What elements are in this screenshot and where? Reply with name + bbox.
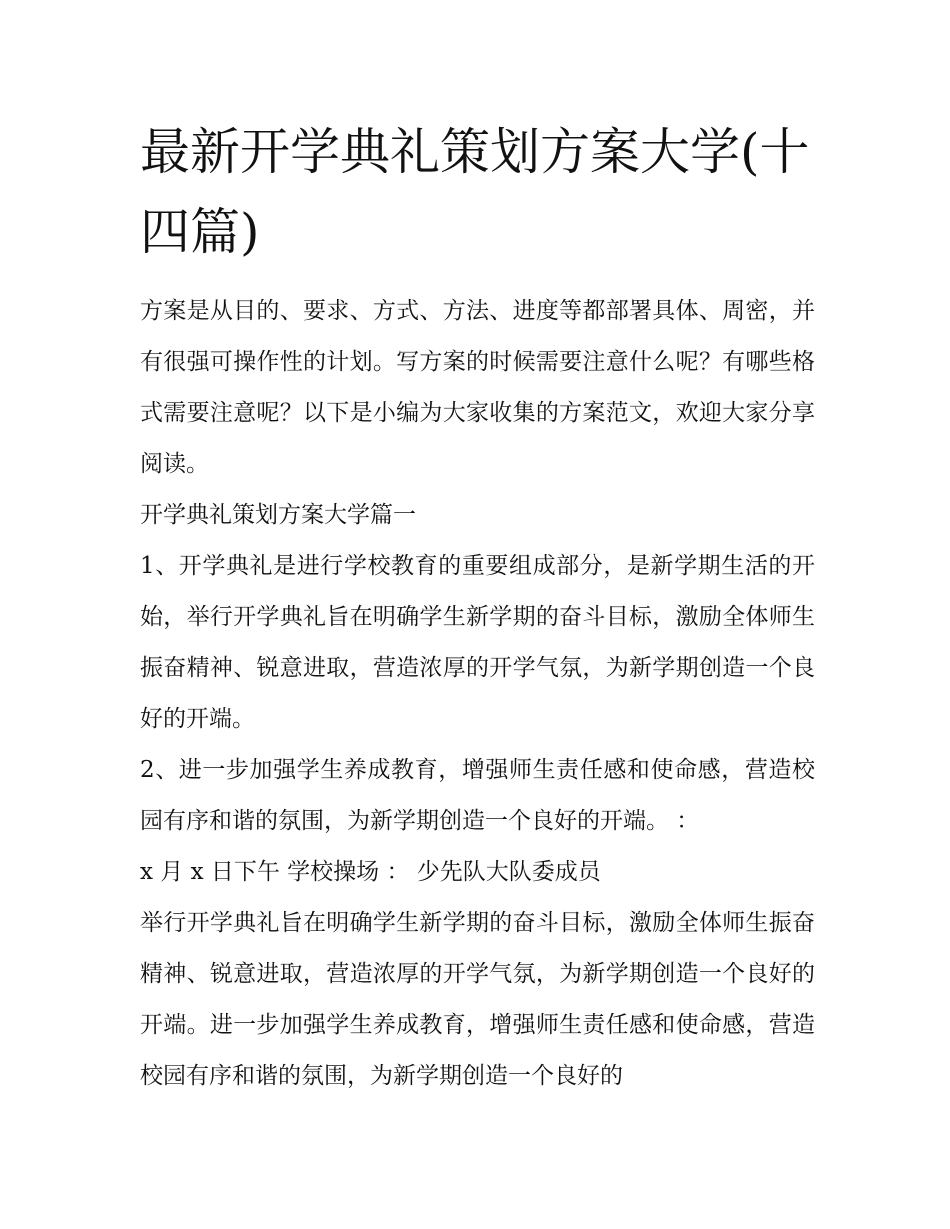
document-title: 最新开学典礼策划方案大学(十四篇) (140, 123, 810, 261)
section-heading: 开学典礼策划方案大学篇一 (140, 502, 416, 528)
intro-paragraph: 方案是从目的、要求、方式、方法、进度等都部署具体、周密，并有很强可操作性的计划。写方案的时候需要注意什么呢？有哪些格式需要注意呢？以下是小编为大家收集的方案范文，欢迎大家分享阅读。 (140, 298, 815, 477)
paragraph-body: 举行开学典礼旨在明确学生新学期的奋斗目标，激励全体师生振奋精神、锐意进取，营造浓厚的开学气氛，为新学期创造一个良好的开端。进一步加强学生养成教育，增强师生责任感和使命感，营造校园有序和谐的氛围，为新学期创造一个良好的 (140, 910, 815, 1089)
paragraph-time-place: x 月 x 日下午 学校操场 ： 少先队大队委成员 (140, 859, 601, 885)
paragraph-item-1: 1、开学典礼是进行学校教育的重要组成部分，是新学期生活的开始，举行开学典礼旨在明确学生新学期的奋斗目标，激励全体师生振奋精神、锐意进取，营造浓厚的开学气氛，为新学期创造一个良好的开端。 (140, 553, 815, 732)
document-page (140, 112, 815, 1102)
paragraph-item-2: 2、进一步加强学生养成教育，增强师生责任感和使命感，营造校园有序和谐的氛围，为新学期创造一个良好的开端。 ： (140, 757, 815, 834)
